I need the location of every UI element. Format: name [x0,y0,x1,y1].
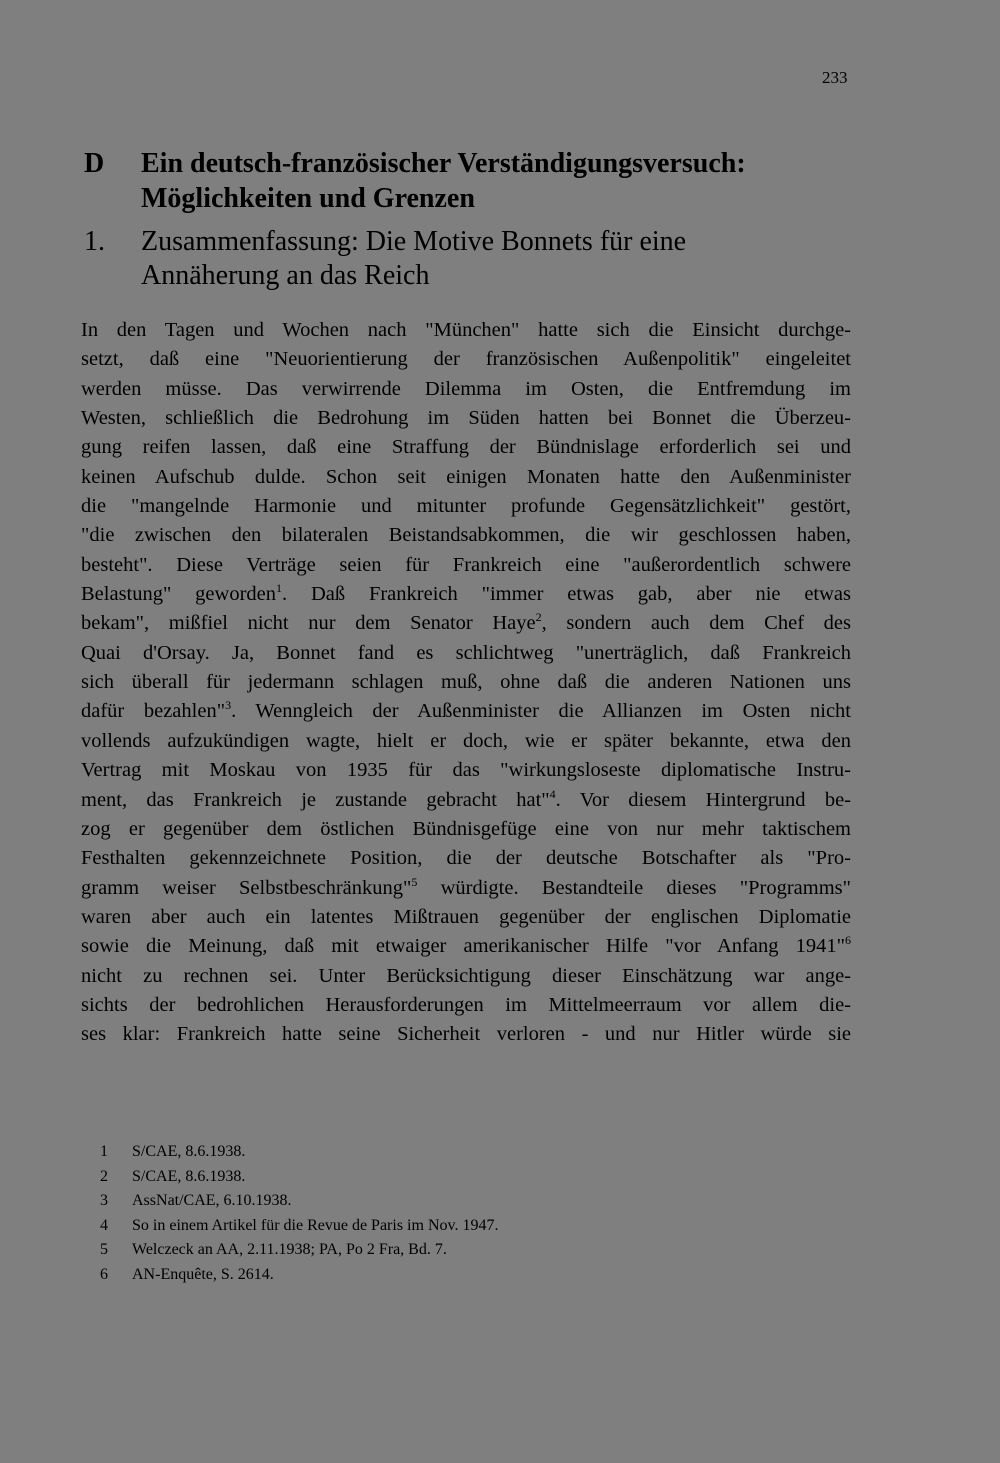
text-line: besteht". Diese Verträge seien für Frankreich eine "außerordentlich schwere [81,553,851,576]
footnote [100,1140,800,1165]
text-line: ses klar: Frankreich hatte seine Sicherheit verloren - und nur Hitler würde sie [81,1023,851,1046]
text-line: sichts der bedrohlichen Herausforderungen im Mittelmeerraum vor allem die- [81,993,851,1016]
footnote-text: Welczeck an AA, 2.11.1938; PA, Po 2 Fra, Bd. 7. [132,1241,447,1259]
chapter-title-line-2: Möglichkeiten und Grenzen [141,183,475,214]
text-segment: Belastung" geworden [81,583,277,606]
section-heading [84,225,784,293]
text-line: werden müsse. Das verwirrende Dilemma im Osten, die Entfremdung im [81,377,851,400]
footnote-number: 3 [100,1192,108,1210]
chapter-title-line-1: Ein deutsch-französischer Verständigungsversuch: [141,148,746,179]
footnote [100,1189,800,1214]
text-line: nicht zu rechnen sei. Unter Berücksichtigung dieser Einschätzung war ange- [81,964,851,987]
text-line: die "mangelnde Harmonie und mitunter profunde Gegensätzlichkeit" gestört, [81,495,851,518]
chapter-letter: D [84,148,105,179]
footnote-ref: 1 [276,581,283,596]
text-line: sich überall für jedermann schlagen muß, ohne daß die anderen Nationen uns [81,671,851,694]
chapter-heading [84,146,784,216]
text-line [81,697,851,726]
footnote-number: 4 [100,1216,108,1234]
text-line: keinen Aufschub dulde. Schon seit einigen Monaten hatte den Außenminister [81,465,851,488]
footnote-ref: 4 [549,786,556,801]
text-segment: . Vor diesem Hintergrund be- [555,788,851,811]
text-segment: , sondern auch dem Chef des [541,612,851,635]
text-segment: . Daß Frankreich "immer etwas gab, aber nie etwas [282,583,851,606]
text-line [81,580,851,609]
footnote-number: 5 [100,1241,108,1259]
text-segment: . Wenngleich der Außenminister die Allianzen im Osten nicht [231,700,852,723]
footnote-text: AN-Enquête, S. 2614. [132,1265,274,1283]
text-line: gung reifen lassen, daß eine Straffung der Bündnislage erforderlich sei und [81,436,851,459]
text-line [81,874,851,903]
text-line: vollends aufzukündigen wagte, hielt er doch, wie er später bekannte, etwa den [81,729,851,752]
text-segment: dafür bezahlen" [81,700,226,723]
text-segment: gramm weiser Selbstbeschränkung" [81,876,412,899]
footnote-number: 2 [100,1167,108,1185]
footnote-text: So in einem Artikel für die Revue de Paris im Nov. 1947. [132,1216,499,1234]
footnote-text: S/CAE, 8.6.1938. [132,1167,246,1185]
text-line: "die zwischen den bilateralen Beistandsabkommen, die wir geschlossen haben, [81,524,851,547]
section-title-line-1: Zusammenfassung: Die Motive Bonnets für eine [141,226,687,257]
section-number: 1. [84,226,105,257]
footnote-ref: 2 [535,610,542,625]
page-number: 233 [822,68,848,87]
text-line: zog er gegenüber dem östlichen Bündnisgefüge eine von nur mehr taktischem [81,817,851,840]
text-line [81,609,851,638]
text-line: waren aber auch ein latentes Mißtrauen gegenüber der englischen Diplomatie [81,905,851,928]
text-segment: bekam", mißfiel nicht nur dem Senator Haye [81,612,536,635]
body-paragraph [81,316,851,1050]
text-line: Westen, schließlich die Bedrohung im Süden hatten bei Bonnet die Überzeu- [81,407,851,430]
text-line: Quai d'Orsay. Ja, Bonnet fand es schlichtweg "unerträglich, daß Frankreich [81,641,851,664]
footnote-text: S/CAE, 8.6.1938. [132,1143,246,1160]
section-title-line-2: Annäherung an das Reich [141,260,430,291]
footnote-text: AssNat/CAE, 6.10.1938. [132,1192,292,1210]
footnote-ref: 3 [225,698,232,713]
text-segment: ment, das Frankreich je zustande gebracht hat" [81,788,550,811]
text-line: setzt, daß eine "Neuorientierung der französischen Außenpolitik" eingeleitet [81,348,851,371]
text-segment: würdigte. Bestandteile dieses "Programms" [417,876,851,899]
footnote-ref: 5 [411,874,418,889]
text-line: Festhalten gekennzeichnete Position, die der deutsche Botschafter als "Pro- [81,847,851,870]
footnote [100,1263,800,1288]
footnotes [100,1140,800,1288]
text-line [81,932,851,961]
footnote [100,1238,800,1263]
text-line: Vertrag mit Moskau von 1935 für das "wirkungsloseste diplomatische Instru- [81,759,851,782]
text-line: In den Tagen und Wochen nach "München" hatte sich die Einsicht durchge- [81,319,851,341]
footnote-ref: 6 [845,933,851,948]
footnote-number: 6 [100,1265,108,1283]
footnote [100,1214,800,1239]
footnote [100,1165,800,1190]
footnote-number: 1 [100,1143,108,1160]
text-segment: sowie die Meinung, daß mit etwaiger amerikanischer Hilfe "vor Anfang 1941" [81,935,845,958]
text-line [81,786,851,815]
